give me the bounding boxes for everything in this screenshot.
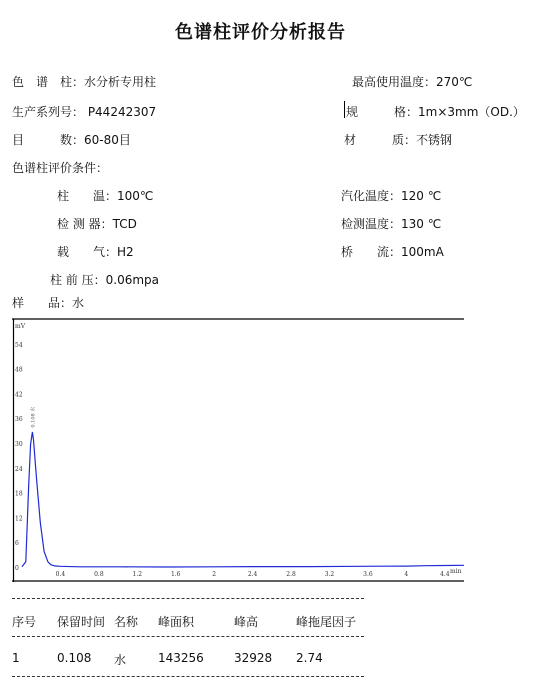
table-divider-bottom xyxy=(12,676,364,677)
y-tick-label: 36 xyxy=(15,416,23,424)
detector-temperature: 检测温度：130 ℃ xyxy=(341,217,442,231)
max-temperature: 最高使用温度：270℃ xyxy=(352,75,473,89)
chromatogram-trace xyxy=(22,432,464,567)
column-name: 色 谱 柱：水分析专用柱 xyxy=(12,75,157,89)
table-cell: 水 xyxy=(114,653,127,667)
column-temperature: 柱 温：100℃ xyxy=(57,189,154,203)
x-tick-label: 2.4 xyxy=(247,571,258,578)
table-divider-top xyxy=(12,598,364,599)
column-material: 材 质：不锈钢 xyxy=(344,133,453,147)
y-tick-label: 6 xyxy=(15,540,19,548)
bridge-current: 桥 流：100mA xyxy=(341,245,444,259)
column-spec: 规 格：1m×3mm（OD.） xyxy=(346,105,525,119)
vaporization-temperature: 汽化温度：120 ℃ xyxy=(341,189,442,203)
table-divider-mid xyxy=(12,636,364,637)
x-tick-label: 1.2 xyxy=(132,571,143,578)
y-tick-label: 42 xyxy=(15,391,23,399)
table-header-cell: 峰拖尾因子 xyxy=(296,615,357,629)
mesh-size: 目 数：60-80目 xyxy=(12,133,131,147)
x-tick-label: 0.4 xyxy=(55,571,66,578)
x-tick-label: 3.6 xyxy=(363,571,373,578)
x-tick-label: 2 xyxy=(212,571,217,578)
y-tick-label: 48 xyxy=(15,366,23,374)
chromatogram-chart xyxy=(12,316,466,582)
table-cell: 2.74 xyxy=(296,651,323,665)
x-tick-label: 4.4 xyxy=(440,571,450,578)
y-axis-label: mV xyxy=(15,323,26,330)
table-header-cell: 名称 xyxy=(114,615,139,629)
carrier-gas: 载 气：H2 xyxy=(57,245,134,259)
x-tick-label: 2.8 xyxy=(286,571,296,578)
y-tick-label: 12 xyxy=(15,515,23,523)
table-cell: 0.108 xyxy=(57,651,92,665)
table-cell: 143256 xyxy=(158,651,204,665)
peak-label: 0.108 水 xyxy=(30,406,37,428)
table-header-cell: 保留时间 xyxy=(57,615,106,629)
table-header-cell: 序号 xyxy=(12,615,37,629)
serial-number: 生产系列号： P44242307 xyxy=(12,105,157,119)
x-tick-label: 4 xyxy=(404,571,409,578)
x-tick-label: 0.8 xyxy=(94,571,104,578)
x-tick-label: 3.2 xyxy=(324,571,335,578)
detector: 检 测 器：TCD xyxy=(57,217,137,231)
table-header-cell: 峰面积 xyxy=(158,615,195,629)
x-axis-label: min xyxy=(450,568,462,575)
y-tick-label: 54 xyxy=(15,341,23,349)
y-tick-label: 0 xyxy=(15,565,19,572)
column-pressure: 柱 前 压：0.06mpa xyxy=(50,273,160,287)
table-cell: 32928 xyxy=(234,651,273,665)
table-header-cell: 峰高 xyxy=(234,615,259,629)
sample-name: 样 品：水 xyxy=(12,296,85,310)
conditions-title: 色谱柱评价条件： xyxy=(12,161,109,175)
text-cursor xyxy=(344,101,345,118)
y-tick-label: 30 xyxy=(15,441,23,448)
report-title: 色谱柱评价分析报告 xyxy=(175,22,346,43)
y-tick-label: 24 xyxy=(15,465,23,473)
table-cell: 1 xyxy=(12,651,20,665)
x-tick-label: 1.6 xyxy=(170,571,181,578)
y-tick-label: 18 xyxy=(15,490,23,498)
